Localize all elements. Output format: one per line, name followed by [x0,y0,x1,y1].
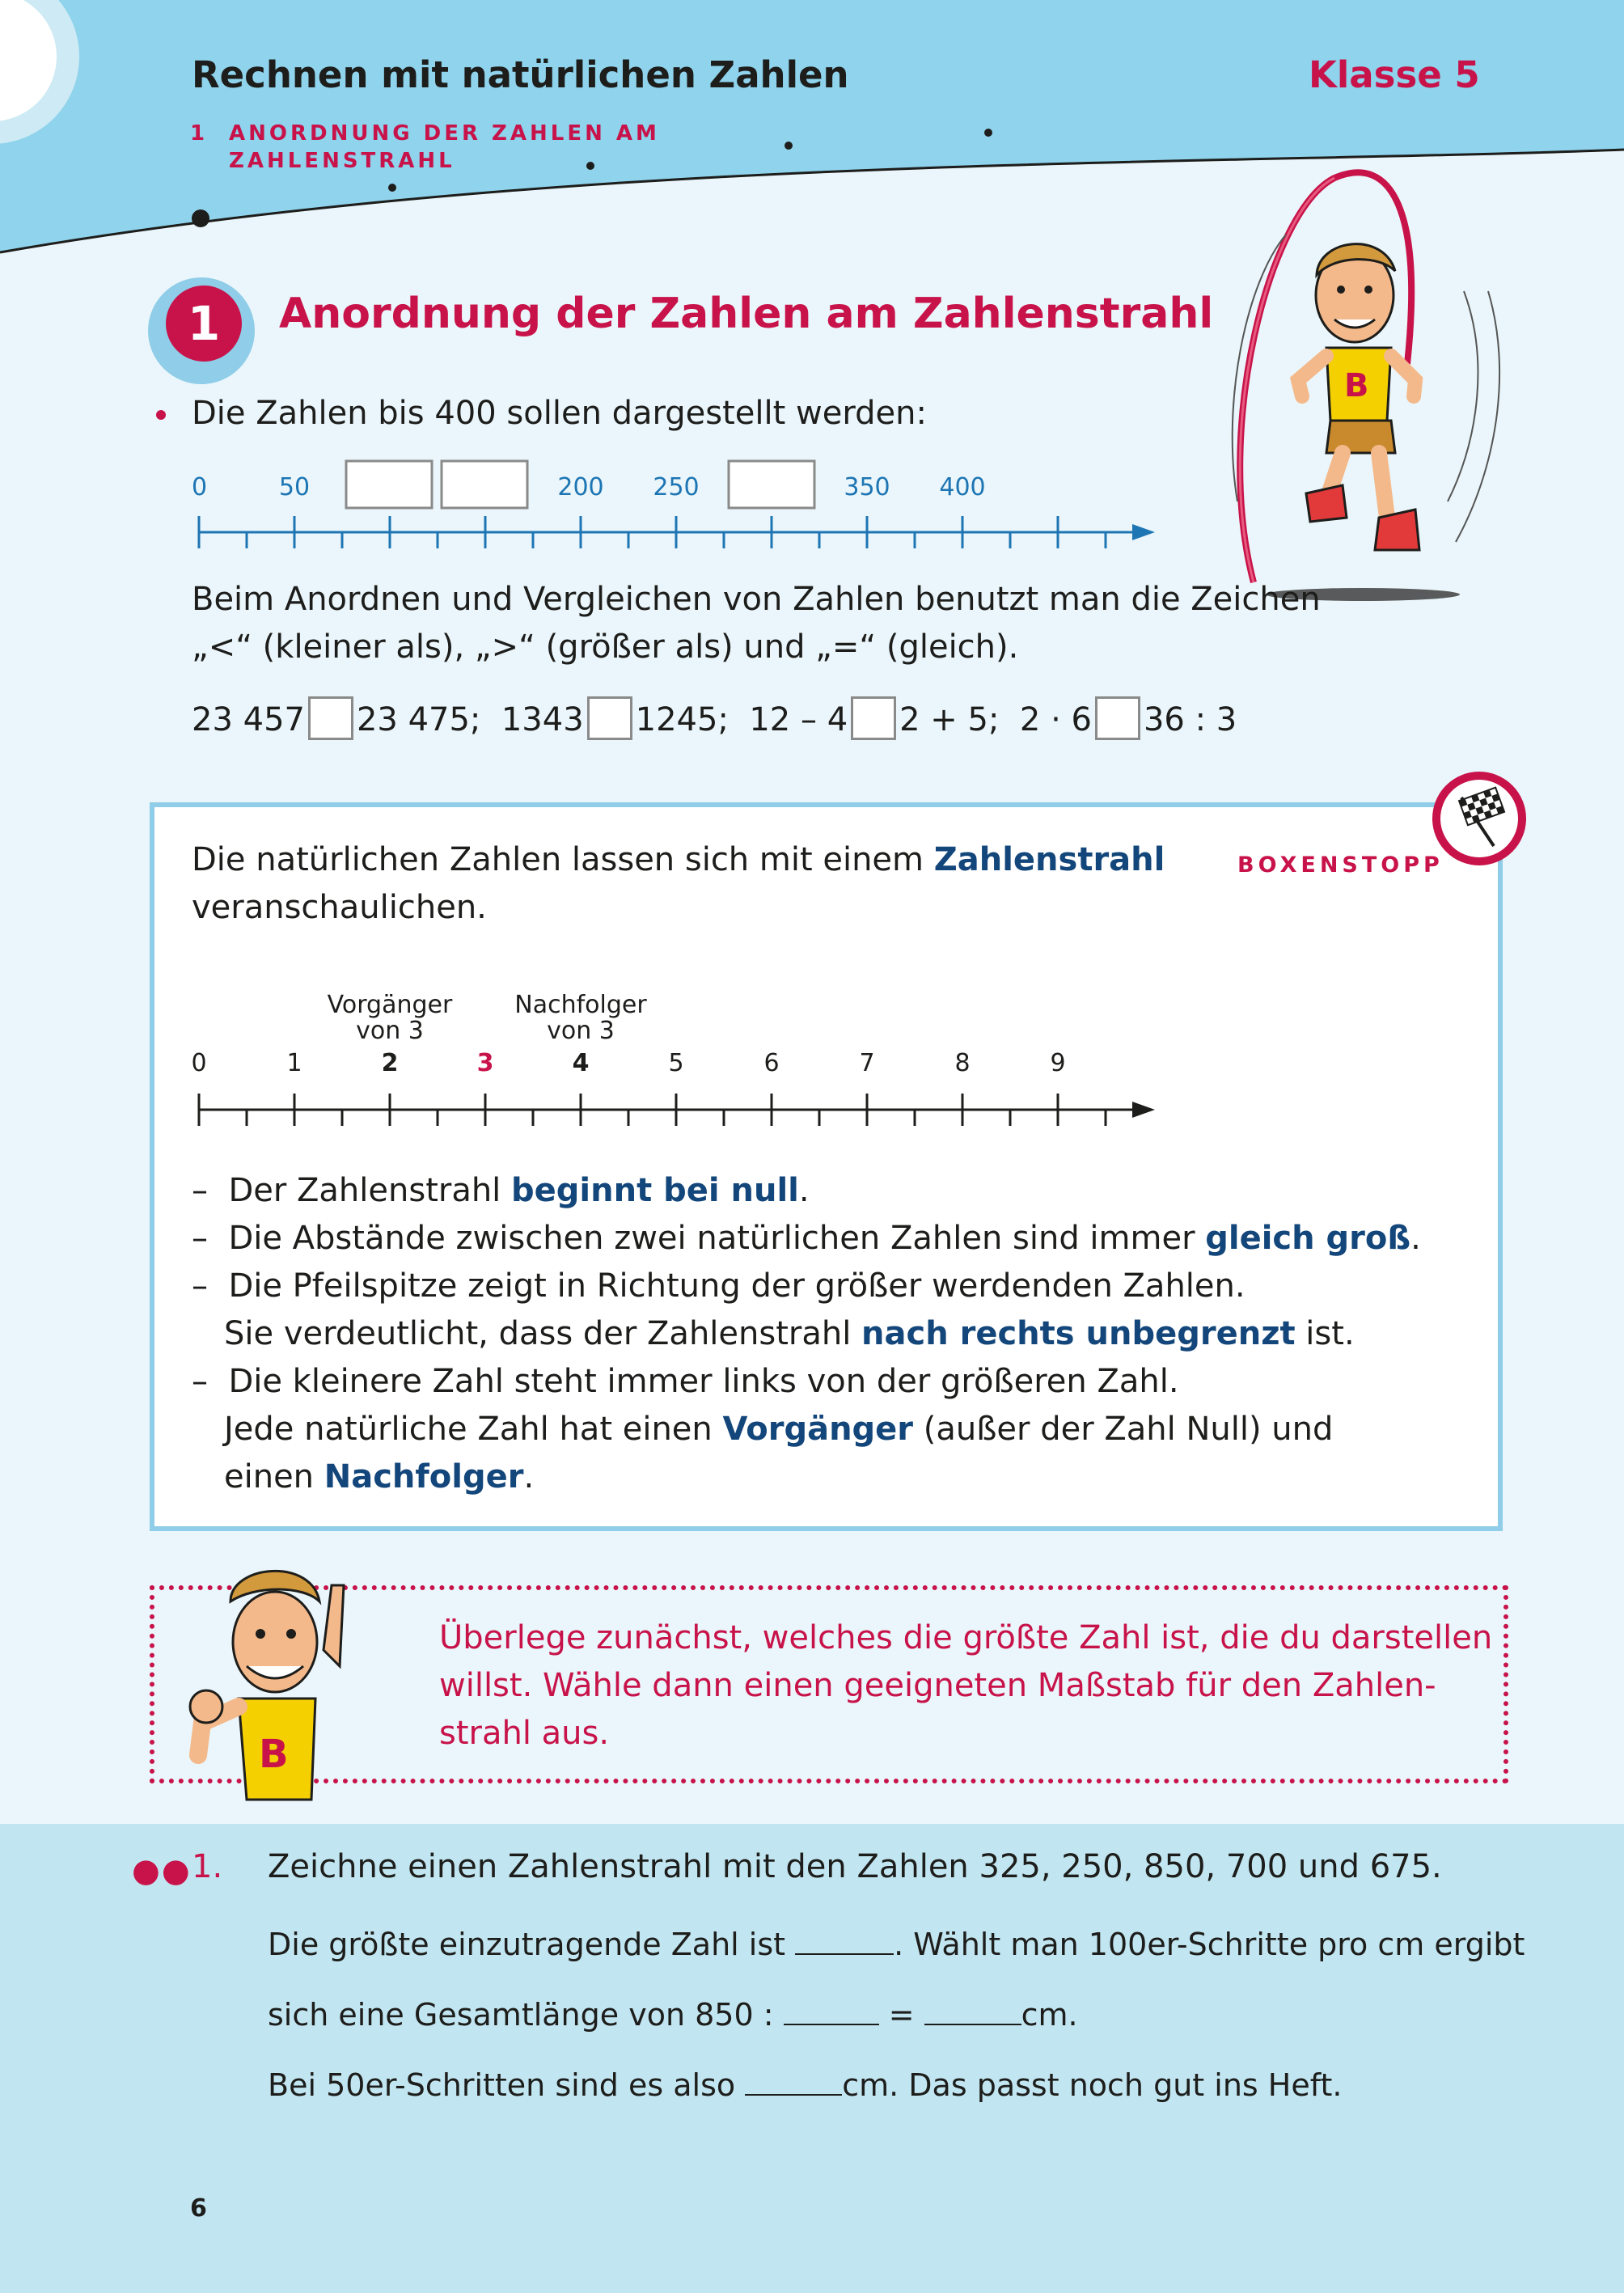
chapter-title-line2: ZAHLENSTRAHL [229,149,455,173]
point-4-text: Die kleinere Zahl steht immer links von der größeren Zahl. [228,1363,1179,1400]
keyword-beginnt-bei-null: beginnt bei null [511,1172,799,1209]
exercise-line2-equals: = [878,1997,924,2033]
point-1-end: . [798,1172,810,1209]
keyword-zahlenstrahl: Zahlenstrahl [933,841,1165,878]
successor-label-line2: von 3 [547,1017,615,1045]
info-intro-line2: veranschaulichen. [192,889,487,926]
comparison-3-left: 12 – 4 [749,701,848,738]
nl9-label-4: 4 [572,1049,590,1077]
nl9-label-6: 6 [763,1049,780,1077]
nl9-label-0: 0 [191,1049,207,1077]
point-4-line1 [192,1358,1179,1406]
intro-text: Die Zahlen bis 400 sollen dargestellt werden: [192,395,927,432]
exercise-title: Zeichne einen Zahlenstrahl mit den Zahlen 325, 250, 850, 700 und 675. [268,1848,1442,1885]
point-3-line2-text: Sie verdeutlicht, dass der Zahlenstrahl [224,1315,862,1352]
exercise-line2 [268,1997,1078,2033]
point-1 [192,1167,810,1215]
relation-text-line1: Beim Anordnen und Vergleichen von Zahlen benutzt man die Zeichen [192,581,1321,618]
point-2 [192,1215,1421,1263]
comparison-2-right: 1245; [635,701,729,738]
nl400-label-200: 200 [557,473,604,501]
point-2-text: Die Abstände zwischen zwei natürlichen Zahlen sind immer [228,1220,1206,1257]
thumbs-up-mascot-illustration [182,1553,368,1812]
answer-blank-50er-length[interactable] [745,2070,842,2096]
point-4-line2 [224,1406,1333,1453]
exercise-line3 [268,2067,1342,2103]
nl9-label-7: 7 [859,1049,875,1077]
exercise-number: 1. [192,1848,223,1885]
point-4-line3-end: . [523,1458,535,1496]
nl400-label-400: 400 [939,473,986,501]
predecessor-label-line2: von 3 [356,1017,424,1045]
nl400-label-50: 50 [278,473,311,501]
predecessor-label-line1: Vorgänger [327,991,453,1019]
exercise-line1-text: Die größte einzutragende Zahl ist [268,1927,796,1962]
comparison-1-left: 23 457 [192,701,305,738]
tip-line1: Überlege zunächst, welches die größte Zahl ist, die du darstellen [439,1619,1493,1656]
nl9-label-1: 1 [286,1049,302,1077]
nl9-label-8: 8 [954,1049,971,1077]
keyword-nachfolger: Nachfolger [324,1458,524,1496]
section-number-badge: 1 [166,286,242,362]
point-1-text: Der Zahlenstrahl [228,1172,512,1209]
point-2-end: . [1410,1220,1421,1257]
nl9-label-3: 3 [476,1049,494,1077]
tip-line2: willst. Wähle dann einen geeigneten Maßstab für den Zahlen- [439,1667,1436,1704]
page-number: 6 [190,2194,207,2223]
exercise-line1 [268,1927,1525,1962]
difficulty-dots: ●● [132,1852,192,1889]
keyword-gleich-gross: gleich groß [1205,1220,1411,1257]
class-label: Klasse 5 [1309,53,1480,96]
answer-blank-divisor[interactable] [784,1999,879,2025]
dash-marker: – [192,1172,208,1209]
nl400-label-0: 0 [192,473,208,501]
tip-line3: strahl aus. [439,1715,610,1752]
comparison-4-right: 36 : 3 [1143,701,1237,738]
comparison-2-left: 1343 [501,701,584,738]
info-intro-text: Die natürlichen Zahlen lassen sich mit einem [192,841,934,878]
exercise-line2-unit: cm. [1021,1997,1078,2033]
nl400-label-250: 250 [653,473,700,501]
point-3-line2 [224,1310,1355,1358]
svg-text:B: B [259,1732,289,1777]
point-4-line3-text: einen [224,1458,324,1496]
successor-label-line1: Nachfolger [514,991,647,1019]
chapter-number: 1 [190,121,209,146]
point-4-line3 [224,1453,534,1501]
exercise-line1-rest: . Wählt man 100er-Schritte pro cm ergibt [894,1927,1525,1962]
dash-marker: – [192,1220,208,1257]
relation-text-line2: „<“ (kleiner als), „>“ (größer als) und „=“ (gleich). [192,628,1019,666]
dash-marker: – [192,1363,208,1400]
point-3-text: Die Pfeilspitze zeigt in Richtung der größer werdenden Zahlen. [228,1267,1245,1305]
keyword-nach-rechts-unbegrenzt: nach rechts unbegrenzt [861,1315,1296,1352]
keyword-vorgaenger: Vorgänger [722,1411,914,1448]
chapter-title-line1: ANORDNUNG DER ZAHLEN AM [229,121,660,146]
point-4-line2-text: Jede natürliche Zahl hat einen [224,1411,723,1448]
dash-marker: – [192,1267,208,1305]
comparison-4-left: 2 · 6 [1019,701,1092,738]
exercise-background [0,1824,1624,2293]
page-title: Rechnen mit natürlichen Zahlen [192,53,849,96]
exercise-line3-text: Bei 50er-Schritten sind es also [268,2067,746,2103]
nl9-label-9: 9 [1050,1049,1066,1077]
nl9-label-5: 5 [668,1049,684,1077]
point-3-line1 [192,1263,1245,1310]
comparison-1-right: 23 475; [356,701,481,738]
point-3-line2-end: ist. [1295,1315,1355,1352]
comparison-3-right: 2 + 5; [899,701,1000,738]
section-title: Anordnung der Zahlen am Zahlenstrahl [279,290,1214,338]
answer-blank-length[interactable] [924,1999,1021,2025]
point-4-line2-end: (außer der Zahl Null) und [913,1411,1334,1448]
exercise-line2-text: sich eine Gesamtlänge von 850 : [268,1997,784,2033]
boxenstopp-label: BOXENSTOPP [1237,852,1444,878]
exercise-line3-rest: cm. Das passt noch gut ins Heft. [842,2067,1343,2103]
nl400-label-350: 350 [844,473,890,501]
nl9-label-2: 2 [381,1049,399,1077]
answer-blank-largest-number[interactable] [795,1929,894,1955]
svg-text:B: B [1344,367,1369,404]
